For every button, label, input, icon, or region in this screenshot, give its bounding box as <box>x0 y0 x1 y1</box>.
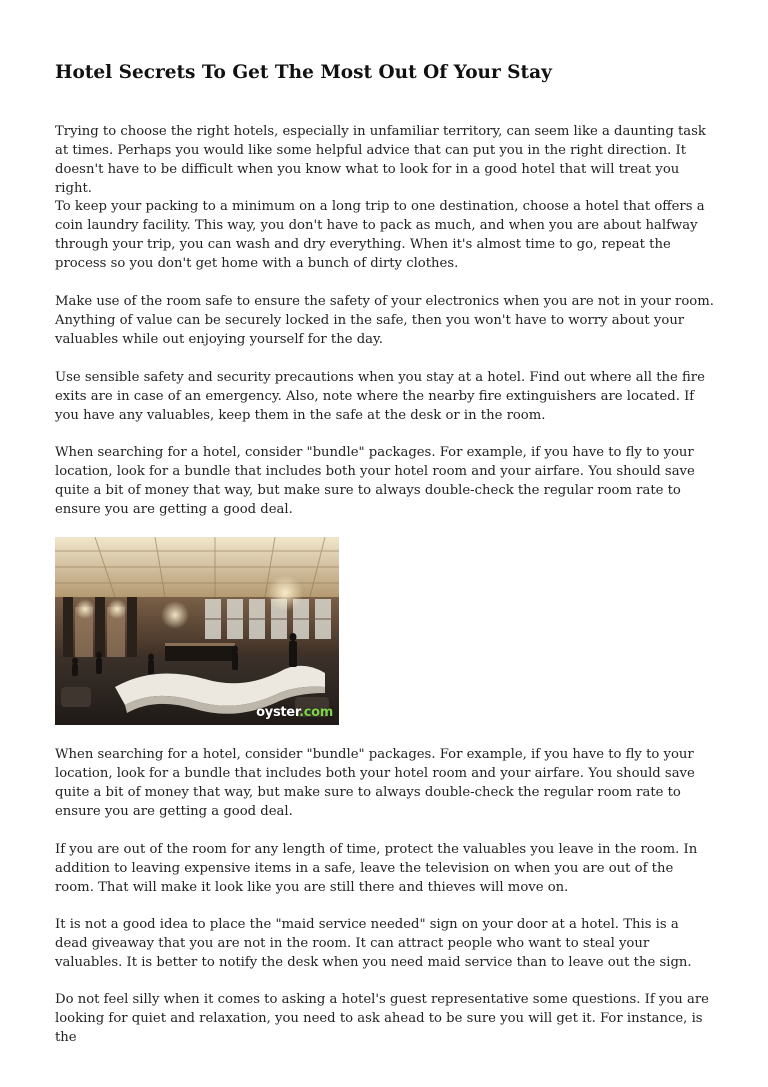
paragraph-room-safe: Make use of the room safe to ensure the safety of your electronics when you are not in your room. Anything of value can be securely locked in the safe, then you won't have to worry about your valuables while out enjoying yourself for the day. <box>55 294 714 347</box>
paragraph-laundry: To keep your packing to a minimum on a long trip to one destination, choose a hotel that offers a coin laundry facility. This way, you don't have to pack as much, and when you are about halfway through your trip, you can wash and dry everything. When it's almost time to go, repeat the process so you don't get home with a bunch of dirty clothes. <box>55 199 705 271</box>
paragraph-bundle: When searching for a hotel, consider "bundle" packages. For example, if you have to fly to your location, look for a bundle that includes both your hotel room and your airfare. You should save quite a bit of money that way, but make sure to always double-check the regular room rate to ensure you are getting a good deal. <box>55 445 695 517</box>
paragraph-bundle-repeat: When searching for a hotel, consider "bundle" packages. For example, if you have to fly to your location, look for a bundle that includes both your hotel room and your airfare. You should save quite a bit of money that way, but make sure to always double-check the regular room rate to ensure you are getting a good deal. <box>55 747 695 819</box>
paragraph-intro: Trying to choose the right hotels, especially in unfamiliar territory, can seem like a daunting task at times. Perhaps you would like some helpful advice that can put you in the right direction. It doesn't have to be difficult when you know what to look for in a good hotel that will treat you right. <box>55 124 706 196</box>
paragraph-safety: Use sensible safety and security precautions when you stay at a hotel. Find out where all the fire exits are in case of an emergency. Also, note where the nearby fire extinguishers are located. If you have any valuables, keep them in the safe at the desk or in the room. <box>55 370 705 423</box>
oyster-watermark: oyster.com <box>256 705 333 720</box>
paragraph-maid-sign: It is not a good idea to place the "maid service needed" sign on your door at a hotel. This is a dead giveaway that you are not in the room. It can attract people who want to steal your valuables. It is better to notify the desk when you need maid service than to leave out the sign. <box>55 917 692 970</box>
document-title: Hotel Secrets To Get The Most Out Of Your Stay <box>55 62 552 83</box>
paragraph-questions: Do not feel silly when it comes to asking a hotel's guest representative some questions. If you are looking for quiet and relaxation, you need to ask ahead to be sure you will get it. For instance, is the <box>55 992 709 1045</box>
paragraph-valuables: If you are out of the room for any length of time, protect the valuables you leave in the room. In addition to leaving expensive items in a safe, leave the television on when you are out of the room. That will make it look like you are still there and thieves will move on. <box>55 842 698 895</box>
hotel-lobby-photo <box>55 537 339 725</box>
